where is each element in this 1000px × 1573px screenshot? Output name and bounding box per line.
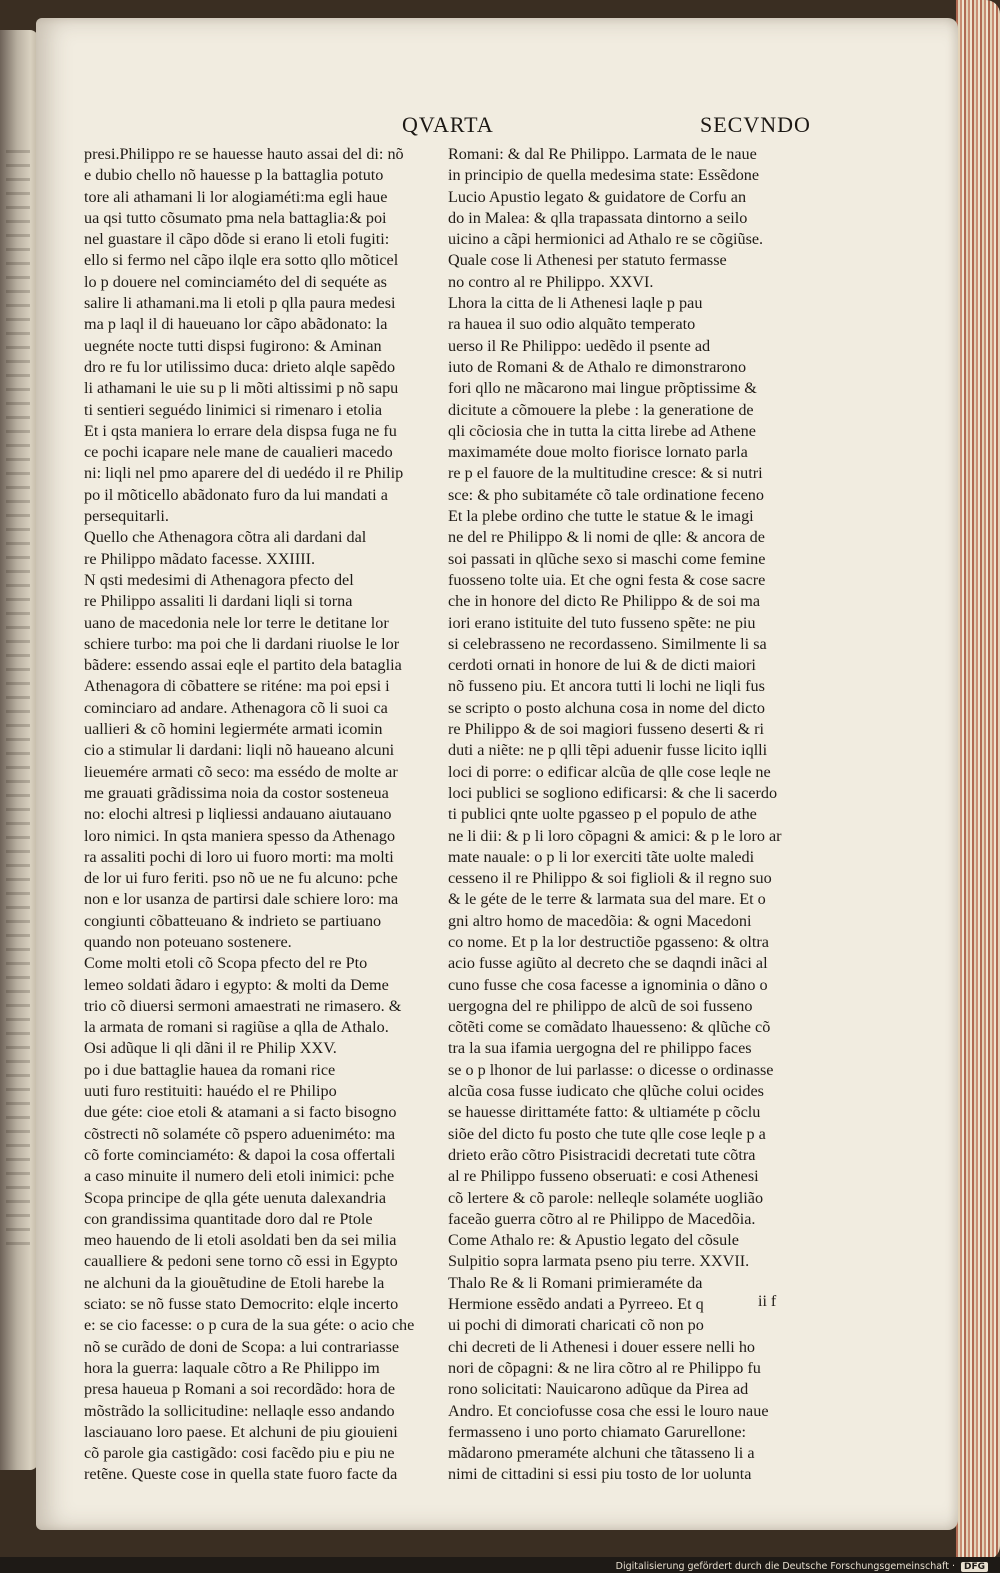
text-line: con grandissima quantitade doro dal re Ptole [84,1209,373,1228]
text-line: ti publici qnte uolte pgasseo p el populo de athe [448,805,757,824]
text-line: Thalo Re & li Romani primieraméte da [448,1273,703,1292]
text-line: ti sentieri seguédo linimici si rimenaro i etolia [84,400,383,419]
text-line: Athenagora di cõbattere se riténe: ma poi epsi i [84,677,390,696]
text-line: lasciauano loro paese. Et alchuni de piu giouieni [84,1422,398,1441]
digitization-footer [0,1557,1000,1573]
text-line: no contro al re Philippo. XXVI. [448,272,654,291]
text-line: Et la plebe ordino che tutte le statue & le imagi [448,507,754,526]
text-line: cõ parole gia castigãdo: cosi facẽdo piu e piu ne [84,1444,395,1463]
text-line: si celebrasseno ne recordasseno. Similmente li sa [448,634,767,653]
text-line: fuosseno tolte uia. Et che ogni festa & cose sacre [448,570,766,589]
text-line: uegnéte nocte tutti dispsi fugirono: & Aminan [84,336,382,355]
text-line: lieuemére armati cõ seco: ma essédo de molte ar [84,762,398,781]
text-line: mãdarono pmeraméte alchuni che tãtasseno li a [448,1444,755,1463]
dfg-logo: DFG [961,1562,988,1572]
text-line: siõe del dicto fu posto che tute qlle cose leqle p a [448,1124,766,1143]
text-line: salire li athamani.ma li etoli p qlla paura medesi [84,294,396,313]
text-line: uano de macedonia nele lor terre le detitane lor [84,613,389,632]
running-head [0,112,958,142]
text-line: re Philippo mãdato facesse. XXIIII. [84,549,316,568]
text-line: e dubio chello nõ hauesse p la battaglia potuto [84,166,384,185]
text-line: hora la guerra: laquale cõtro a Re Philippo im [84,1358,380,1377]
text-line: re Philippo & de soi magiori fusseno deserti & ri [448,720,765,739]
text-line: rono solicitati: Nauicarono adũque da Pirea ad [448,1380,749,1399]
text-line: maximaméte doue molto fiorisce lornato parla [448,443,748,462]
text-line: alcũa cosa fusse iudicato che qlũche colui ocides [448,1082,764,1101]
text-line: iuto de Romani & de Athalo re dimonstrarono [448,357,747,376]
text-line: meo hauendo de li etoli asoldati ben da sei milia [84,1231,397,1250]
funding-credit [616,1561,988,1572]
text-line: ello si fermo nel cãpo ilqle era sotto qllo mõticel [84,251,399,270]
funding-credit-text: Digitalisierung gefördert durch die Deutsche Forschungsgemeinschaft · [615,1561,955,1572]
text-line: ce pochi icapare nele mane de caualieri macedo [84,443,393,462]
text-line: Et i qsta maniera lo errare dela dispsa fuga ne fu [84,421,397,440]
text-line: chi decreti de li Athenesi i douer essere nelli ho [448,1337,756,1356]
text-line: lemeo soldati ãdaro i egypto: & molti da Deme [84,975,389,994]
text-line: non e lor usanza de partirsi dale schiere loro: ma [84,890,399,909]
text-line: se scripto o posto alchuna cosa in nome del dicto [448,698,765,717]
signature-mark: ii f [758,1293,777,1310]
text-line: faceão guerra cõtro al re Philippo de Macedõia. [448,1209,756,1228]
left-text-column [84,144,436,1486]
text-line: uallieri & cõ homini legierméte armati icomin [84,720,383,739]
text-line: mate nauale: o p li lor exerciti tãte uolte maledi [448,847,755,866]
text-line: iori erano istituite del tuto fusseno spẽte: ne piu [448,613,756,632]
text-line: soi passati in qlũche sexo si maschi come femine [448,549,766,568]
text-line: gni altro homo de macedõia: & ogni Macedoni [448,911,752,930]
text-line: sce: & pho subitaméte cõ tale ordinatione feceno [448,485,764,504]
text-line: cominciaro ad andare. Athenagora cõ li suoi ca [84,698,388,717]
text-line: do in Malea: & qlla trapassata dintorno a seilo [448,208,748,227]
text-line: no: elochi altresi p liqliessi andauano aiutauano [84,805,392,824]
text-line: re Philippo assaliti li dardani liqli si torna [84,592,353,611]
text-line: cuno fusse che cosa facesse a ignominia o dãno o [448,975,768,994]
text-line: trio cõ diuersi sermoni amaestrati ne rimasero. & [84,996,402,1015]
text-line: Hermione essẽdo andati a Pyrreeo. Et q [448,1295,704,1314]
book-page-edges [956,0,1000,1560]
text-line: loci publici se sogliono edificarsi: & che li sacerdo [448,783,778,802]
running-head-left: QVARTA [402,112,494,137]
text-line: uergogna del re philippo de alcũ de soi fusseno [448,996,753,1015]
text-line: li athamani le uie su p li mõti altissimi p nõ sapu [84,379,399,398]
text-line: in principio de quella medesima state: Essẽdone [448,166,760,185]
text-line: ua qsi tutto cõsumato pma nela battaglia:& poi [84,208,387,227]
text-line: me grauati grãdissima noia da costor sosteneua [84,783,389,802]
text-line: cerdoti ornati in honore de lui & de dicti maiori [448,656,756,675]
text-line: caualliere & pedoni sene torno cõ essi in Egypto [84,1252,398,1271]
text-line: ne li dii: & p li loro cõpagni & amici: & p le loro ar [448,826,782,845]
text-line: lo p douere nel cominciaméto del di sequéte as [84,272,387,291]
text-line: uicino a cãpi hermionici ad Athalo re se cõgiũse. [448,230,764,249]
text-line: ui pochi di dimorati charicati cõ non po [448,1316,704,1335]
previous-page-edge [0,30,38,1470]
text-line: re p el fauore de la multitudine cresce: & si nutri [448,464,763,483]
text-line: schiere turbo: ma poi che li dardani riuolse le lor [84,634,400,653]
text-line: ne del re Philippo & li nomi de qlle: & ancora de [448,528,765,547]
text-line: fori qllo ne mãcarono mai lingue prõptissime & [448,379,757,398]
text-line: fermasseno i uno porto chiamato Garurellone: [448,1422,747,1441]
text-line: bãdere: essendo assai eqle el partito dela bataglia [84,656,402,675]
text-line: se hauesse dirittaméte fatto: & ultiaméte p cõclu [448,1103,761,1122]
text-line: due géte: cioe etoli & atamani a si facto bisogno [84,1103,397,1122]
running-head-right: SECVNDO [700,112,811,137]
text-line: mõstrãdo la sollicitudine: nellaqle esso andando [84,1401,395,1420]
text-line: acio fusse agiũto al decreto che se daqndi inãci al [448,954,768,973]
text-line: tra la sua ifamia uergogna del re philippo faces [448,1039,752,1058]
text-line: cõstrecti nõ solaméte cõ pspero adueniméto: ma [84,1124,396,1143]
text-line: co nome. Et p la lor destructiõe pgasseno: & oltra [448,932,769,951]
text-line: Lucio Apustio legato & guidatore de Corfu an [448,187,747,206]
text-line: qli cõciosia che in tutta la citta lirebe ad Athene [448,421,756,440]
text-line: ma p laql il di haueuano lor cãpo abãdonato: la [84,315,388,334]
text-line: tore ali athamani li lor alogiaméti:ma egli haue [84,187,388,206]
text-line: nel guastare il cãpo dõde si erano li etoli fugiti: [84,230,390,249]
text-line: loro nimici. In qsta maniera spesso da Athenago [84,826,396,845]
text-line: cõ forte cominciaméto: & dapoi la cosa offertali [84,1145,396,1164]
text-line: che in honore del dicto Re Philippo & de soi ma [448,592,761,611]
text-line: & le géte de le terre & larmata sua del mare. Et o [448,890,766,909]
text-line: loci di porre: o edificar alcũa de qlle cose leqle ne [448,762,771,781]
previous-page-text-sliver [6,150,30,1250]
text-line: sciato: se nõ fusse stato Democrito: elqle incerto [84,1295,399,1314]
text-line: Come Athalo re: & Apustio legato del cõsule [448,1231,739,1250]
text-line: N qsti medesimi di Athenagora pfecto del [84,570,354,589]
text-line: presa haueua p Romani a soi recordãdo: hora de [84,1380,396,1399]
text-line: drieto erão cõtro Pisistracidi decretati tute cõtra [448,1145,756,1164]
text-line: presi.Philippo re se hauesse hauto assai del di: nõ [84,145,404,163]
text-line: cõtẽti come se comãdato lhauesseno: & qlũche cõ [448,1018,771,1037]
text-line: nori de cõpagni: & ne lira cõtro al re Philippo fu [448,1358,761,1377]
text-line: Lhora la citta de li Athenesi laqle p pau [448,294,703,313]
text-line: Scopa principe de qlla géte uenuta dalexandria [84,1188,387,1207]
text-line: uerso il Re Philippo: uedẽdo il psente ad [448,336,711,355]
text-line: la armata de romani si ragiũse a qlla de Athalo. [84,1018,389,1037]
text-line: Romani: & dal Re Philippo. Larmata de le naue [448,145,757,163]
text-line: al re Philippo fusseno obseruati: e cosi Athenesi [448,1167,759,1186]
text-line: quando non poteuano sostenere. [84,932,292,951]
text-line: de lor ui furo feriti. pso nõ ue ne fu alcuno: pche [84,869,398,888]
text-line: Osi adũque li qli dãni il re Philip XXV. [84,1039,337,1058]
text-line: po il mõticello abãdonato furo da lui mandati a [84,485,388,504]
right-text-column [448,144,800,1486]
text-line: Quello che Athenagora cõtra ali dardani dal [84,528,367,547]
text-line: ne alchuni da la giouẽtudine de Etoli harebe la [84,1273,385,1292]
text-line: nõ se curãdo de doni de Scopa: a lui contrariasse [84,1337,400,1356]
text-line: Quale cose li Athenesi per statuto fermasse [448,251,727,270]
text-line: ni: liqli nel pmo aparere del di uedédo il re Philip [84,464,404,483]
text-line: dicitute a cõmouere la plebe : la generatione de [448,400,754,419]
text-line: nimi de cittadini si essi piu tosto de lor uolunta [448,1465,752,1484]
text-line: persequitarli. [84,507,169,526]
text-line: duti a niẽte: ne p qlli tẽpi aduenir fusse licito iqlli [448,741,768,760]
text-line: e: se cio facesse: o p cura de la sua géte: o acio che [84,1316,415,1335]
text-line: Come molti etoli cõ Scopa pfecto del re Pto [84,954,368,973]
text-line: cio a stimular li dardani: liqli nõ haueano alcuni [84,741,395,760]
text-line: cesseno il re Philippo & soi figlioli & il regno suo [448,869,772,888]
text-line: ra hauea il suo odio alquãto temperato [448,315,696,334]
text-line: retẽne. Queste cose in quella state fuoro facte da [84,1465,398,1484]
text-line: a caso minuite il numero deli etoli inimici: pche [84,1167,395,1186]
text-line: congiunti cõbatteuano & indrieto se partiuano [84,911,382,930]
text-line: uuti furo restituiti: hauédo el re Philipo [84,1082,337,1101]
text-line: se o p lhonor de lui parlasse: o dicesse o ordinasse [448,1060,774,1079]
text-line: ra assaliti pochi di loro ui fuoro morti: ma molti [84,847,394,866]
text-line: Andro. Et conciofusse cosa che essi le louro naue [448,1401,769,1420]
text-line: Sulpitio sopra larmata pseno piu terre. XXVII. [448,1252,750,1271]
text-line: cõ lertere & cõ parole: nelleqle solaméte uoglião [448,1188,764,1207]
text-line: po i due battaglie hauea da romani rice [84,1060,336,1079]
text-line: nõ fusseno piu. Et ancora tutti li lochi ne liqli fus [448,677,765,696]
text-line: dro re fu lor utilissimo duca: drieto alqle sapẽdo [84,357,396,376]
